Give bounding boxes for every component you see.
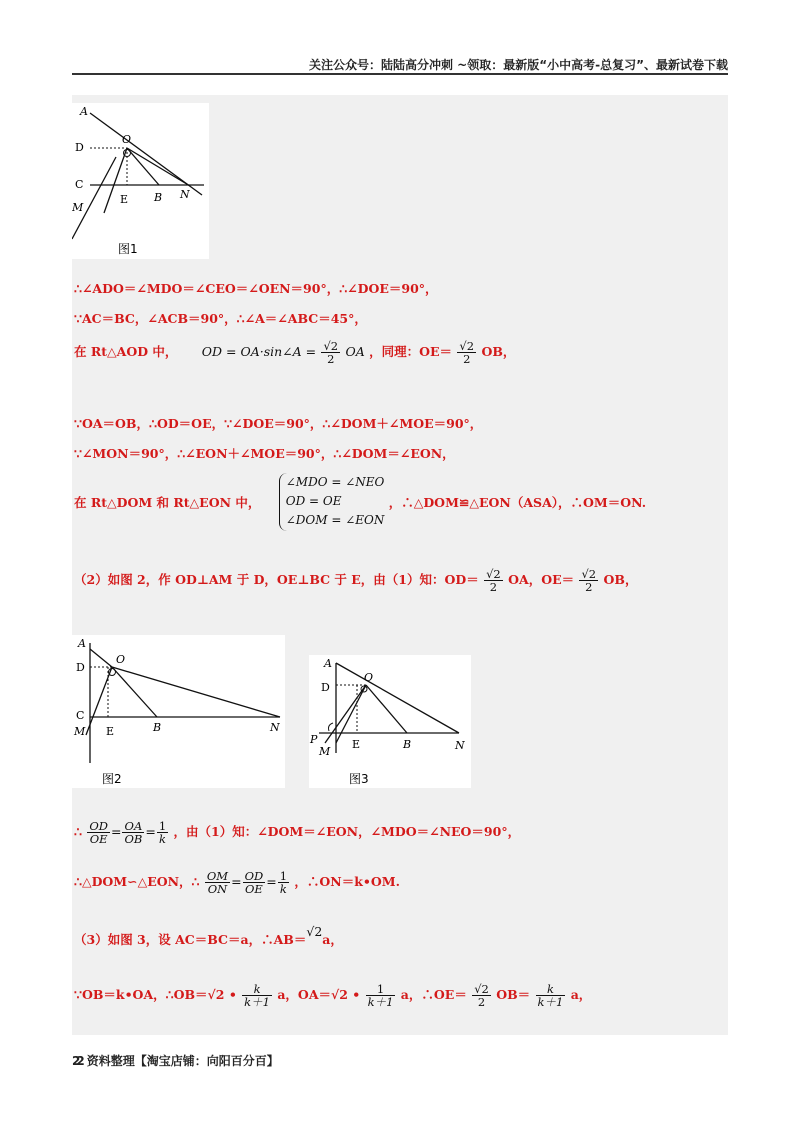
frac-sqrt2-2: $\frac{√2}{2}$ [474, 982, 489, 1010]
line-7 [74, 568, 637, 593]
fig1-label-c: C [75, 178, 84, 191]
line-11-mid2: a，∴OE＝ [400, 987, 467, 1003]
page-footer [72, 1052, 279, 1069]
ratio-oa-ob: $\frac{OA}{OB}$ [124, 819, 143, 847]
line-7-fraction-2: $\frac{√2}{2}$ [581, 567, 597, 595]
line-10-prefix: （3）如图 3，设 AC＝BC＝a，∴AB＝ [74, 932, 307, 947]
line-7-prefix: （2）如图 2，作 OD⊥AM 于 D，OE⊥BC 于 E，由（1）知：OD＝ [74, 572, 479, 588]
fig2-label-d: D [76, 661, 85, 674]
fig2-label-c: C [76, 709, 85, 722]
line-3-fraction-2: $\frac{√2}{2}$ [459, 339, 475, 367]
ratio-od-oe-2: $\frac{OD}{OE}$ [244, 869, 264, 897]
system-row-1: ∠MDO = ∠NEO [285, 475, 385, 489]
line-11-prefix: ∵OB＝k•OA，∴OB＝√2 • [74, 987, 237, 1003]
system-row-2: OD = OE [285, 494, 342, 509]
fig3-label-b: B [403, 738, 412, 751]
line-6 [74, 473, 646, 531]
ratio-1-k: $\frac{1}{k}$ [158, 819, 167, 847]
fig2-label-a: A [78, 637, 86, 650]
line-4: ∵OA＝OB，∴OD＝OE，∵∠DOE＝90°，∴∠DOM＋∠MOE＝90°， [74, 416, 483, 431]
fig3-label-o: O [364, 671, 374, 684]
line-11-mid3: OB＝ [496, 987, 531, 1003]
congruence-system [279, 473, 385, 531]
system-row-3: ∠DOM = ∠EON [285, 513, 385, 528]
line-9: ∴△DOM∽△EON，∴ $\frac{OM}{ON}$ = $\frac{OD}{OE}$ = $\frac{1}{k}$ ，∴ON＝k•OM. [74, 869, 400, 897]
fig3-label-e: E [352, 738, 361, 751]
line-3 [74, 340, 515, 365]
header-divider [72, 73, 728, 75]
fig3-label-n: N [455, 739, 465, 752]
line-7-fraction-1: $\frac{√2}{2}$ [486, 567, 501, 595]
figure-2 [72, 635, 285, 788]
line-11 [74, 983, 591, 1008]
line-3-end: OB， [481, 344, 516, 360]
line-3-oa: OA [345, 344, 365, 360]
line-1: ∴∠ADO＝∠MDO＝∠CEO＝∠OEN＝90°，∴∠DOE＝90°， [74, 281, 438, 296]
ratio-1-k-2: $\frac{1}{k}$ [279, 869, 288, 897]
figure-3 [309, 655, 471, 788]
fig2-label-n: N [270, 721, 280, 734]
fig1-label-d: D [75, 141, 84, 154]
line-6-prefix: 在 Rt△DOM 和 Rt△EON 中， [74, 494, 261, 510]
line-2: ∵AC＝BC，∠ACB＝90°，∴∠A＝∠ABC＝45°， [74, 311, 367, 326]
line-5: ∵∠MON＝90°，∴∠EON＋∠MOE＝90°，∴∠DOM＝∠EON， [74, 446, 455, 461]
frac-k-k1-2: $\frac{k}{k+1}$ [537, 982, 564, 1010]
fig2-label-m: M [74, 725, 86, 738]
line-11-mid1: a，OA＝√2 • [277, 987, 361, 1003]
line-7-middle: OA，OE＝ [508, 572, 575, 588]
fig3-caption: 图3 [349, 772, 369, 786]
fig3-label-d: D [321, 681, 330, 694]
sqrt-two: √2 [306, 924, 323, 939]
fig1-label-o: O [122, 133, 132, 146]
figure-1 [72, 103, 209, 259]
line-7-end: OB， [603, 572, 638, 588]
ratio-od-oe: $\frac{OD}{OE}$ [89, 819, 108, 847]
line-9-tail: ，∴ON＝k•OM. [294, 874, 400, 890]
line-6-conclusion: ，∴△DOM≌△EON（ASA），∴OM＝ON. [388, 494, 647, 510]
line-9-prefix: ∴△DOM∽△EON，∴ [74, 874, 200, 890]
line-3-fraction: $\frac{√2}{2}$ [323, 339, 339, 367]
fig1-label-a: A [80, 105, 88, 118]
fig2-label-o: O [116, 653, 126, 666]
fig3-label-a: A [324, 657, 332, 670]
fig1-label-m: M [72, 201, 84, 214]
line-8: ∴ $\frac{OD}{OE}$ = $\frac{OA}{OB}$ = $\frac{1}{k}$ ，由（1）知：∠DOM＝∠EON，∠MDO＝∠NEO＝90°， [74, 819, 521, 847]
frac-1-k1: $\frac{1}{k+1}$ [367, 982, 394, 1010]
therefore-sign: ∴ [74, 824, 82, 840]
footer-text: 资料整理【淘宝店铺：向阳百分百】 [86, 1054, 279, 1068]
line-8-tail: ，由（1）知：∠DOM＝∠EON，∠MDO＝∠NEO＝90°， [173, 824, 521, 840]
page-header: 关注公众号：陆陆高分冲刺 ~领取：最新版“小中高考-总复习”、最新试卷下载 [309, 58, 728, 72]
fig2-label-e: E [106, 725, 115, 738]
line-3-formula: OD = OA·sin∠A = [201, 344, 317, 360]
line-11-end: a， [570, 987, 592, 1003]
ratio-om-on: $\frac{OM}{ON}$ [206, 869, 229, 897]
line-10 [74, 924, 343, 948]
line-10-tail: a， [322, 932, 343, 947]
line-3-middle: ，同理：OE＝ [369, 344, 453, 360]
fig2-caption: 图2 [102, 772, 122, 786]
fig1-label-n: N [180, 188, 190, 201]
fig1-label-b: B [154, 191, 163, 204]
fig2-label-b: B [153, 721, 162, 734]
line-3-prefix: 在 Rt△AOD 中， [74, 344, 178, 360]
frac-k-k1: $\frac{k}{k+1}$ [244, 982, 270, 1010]
fig3-label-p: P [310, 733, 318, 746]
fig1-label-e: E [120, 193, 129, 206]
page-number: 22 [72, 1054, 81, 1068]
fig3-label-m: M [319, 745, 331, 758]
fig1-caption: 图1 [118, 242, 138, 256]
